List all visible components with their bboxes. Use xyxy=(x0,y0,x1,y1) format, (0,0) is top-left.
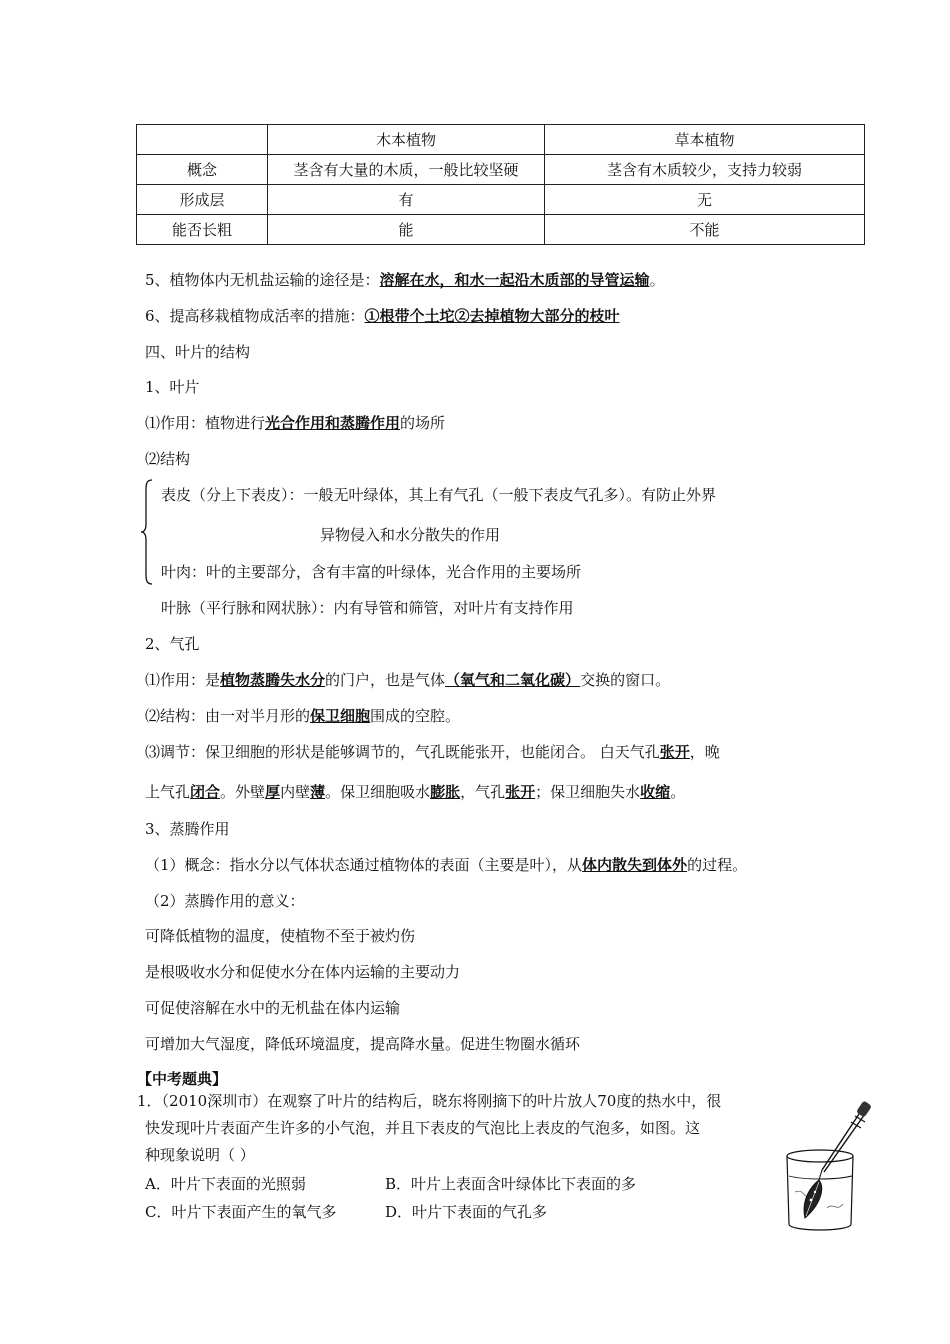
subheading: 3、蒸腾作用 xyxy=(145,820,230,838)
answer: 光合作用和蒸腾作用 xyxy=(265,414,401,432)
subheading: 2、气孔 xyxy=(145,635,200,653)
meaning-item: 可促使溶解在水中的无机盐在体内运输 xyxy=(145,999,401,1017)
option-d: D．叶片下表面的气孔多 xyxy=(385,1203,548,1221)
beaker-leaf-illustration xyxy=(775,1100,885,1240)
stomata-function xyxy=(145,669,670,690)
table-cell xyxy=(137,125,268,155)
mesophyll-line: 叶肉：叶的主要部分，含有丰富的叶绿体，光合作用的主要场所 xyxy=(161,563,582,581)
answer: 张开 xyxy=(659,743,690,761)
question-line-2: 快发现叶片表面产生许多的小气泡，并且下表皮的气泡比上表皮的气泡多，如图。这 xyxy=(145,1119,701,1137)
table-row xyxy=(137,155,865,185)
text: ⑴作用：是 xyxy=(145,671,221,689)
text: 的过程。 xyxy=(687,856,748,874)
text: 。 xyxy=(649,271,665,289)
text: （1）概念：指水分以气体状态通过植物体的表面（主要是叶），从 xyxy=(145,856,583,874)
table-cell: 草本植物 xyxy=(545,125,865,155)
text: ，晚 xyxy=(689,743,720,761)
text: 的场所 xyxy=(400,414,446,432)
answer: 收缩 xyxy=(640,783,671,801)
leaf-structure-label: ⑵结构 xyxy=(145,450,191,468)
text: 内壁 xyxy=(280,783,311,801)
answer: 植物蒸腾失水分 xyxy=(220,671,326,689)
text: 上气孔 xyxy=(145,783,191,801)
table-cell: 有 xyxy=(268,185,545,215)
answer: （氧气和二氧化碳） xyxy=(445,671,581,689)
table-cell: 形成层 xyxy=(137,185,268,215)
transpiration-concept xyxy=(145,854,747,875)
answer: 体内散失到体外 xyxy=(582,856,688,874)
point-5 xyxy=(145,269,665,290)
stomata-structure xyxy=(145,705,460,726)
option-b: B．叶片上表面含叶绿体比下表面的多 xyxy=(385,1175,637,1193)
subheading: 1、叶片 xyxy=(145,378,200,396)
vein-line: 叶脉（平行脉和网状脉）：内有导管和筛管，对叶片有支持作用 xyxy=(161,599,574,617)
option-c: C．叶片下表面产生的氧气多 xyxy=(145,1203,337,1221)
meaning-item: 是根吸收水分和促使水分在体内运输的主要动力 xyxy=(145,963,461,981)
stomata-regulation-1 xyxy=(145,741,720,762)
table-cell: 茎含有木质较少，支持力较弱 xyxy=(545,155,865,185)
answer: 薄 xyxy=(310,783,326,801)
table-header-row xyxy=(137,125,865,155)
table-cell: 能否长粗 xyxy=(137,215,268,245)
table-row xyxy=(137,185,865,215)
text: ⑵结构：由一对半月形的 xyxy=(145,707,311,725)
answer: 膨胀 xyxy=(430,783,461,801)
table-row xyxy=(137,215,865,245)
question-line-1: 1．（2010深圳市）在观察了叶片的结构后，晓东将刚摘下的叶片放人70度的热水中，很 xyxy=(137,1092,722,1110)
exam-title: 【中考题典】 xyxy=(137,1070,228,1088)
text: 围成的空腔。 xyxy=(370,707,461,725)
text: 。外壁 xyxy=(220,783,266,801)
table-cell: 能 xyxy=(268,215,545,245)
table-cell: 概念 xyxy=(137,155,268,185)
point-6 xyxy=(145,305,620,326)
text: 6、提高移栽植物成活率的措施： xyxy=(145,307,365,325)
text: 。保卫细胞吸水 xyxy=(325,783,431,801)
answer: 厚 xyxy=(265,783,281,801)
text: 的门户，也是气体 xyxy=(325,671,446,689)
text: ⑴作用：植物进行 xyxy=(145,414,266,432)
text: ，气孔 xyxy=(460,783,506,801)
transpiration-meaning-label: （2）蒸腾作用的意义： xyxy=(145,892,305,910)
text: 。 xyxy=(670,783,686,801)
answer: 张开 xyxy=(505,783,536,801)
table-cell: 无 xyxy=(545,185,865,215)
option-a: A．叶片下表面的光照弱 xyxy=(145,1175,306,1193)
section-heading: 四、叶片的结构 xyxy=(145,343,251,361)
answer: 溶解在水，和水一起沿木质部的导管运输 xyxy=(379,271,650,289)
stomata-regulation-2 xyxy=(145,781,685,802)
epidermis-line-1: 表皮（分上下表皮）：一般无叶绿体，其上有气孔（一般下表皮气孔多）。有防止外界 xyxy=(161,486,717,504)
text: 交换的窗口。 xyxy=(580,671,671,689)
table-cell: 不能 xyxy=(545,215,865,245)
question-line-3: 种现象说明（ ） xyxy=(145,1146,255,1164)
meaning-item: 可增加大气湿度，降低环境温度，提高降水量。促进生物圈水循环 xyxy=(145,1035,581,1053)
meaning-item: 可降低植物的温度，使植物不至于被灼伤 xyxy=(145,927,416,945)
text: ；保卫细胞失水 xyxy=(535,783,641,801)
comparison-table xyxy=(136,124,865,245)
epidermis-line-2: 异物侵入和水分散失的作用 xyxy=(320,526,501,544)
answer: 保卫细胞 xyxy=(310,707,371,725)
table-cell: 茎含有大量的木质，一般比较坚硬 xyxy=(268,155,545,185)
table-cell: 木本植物 xyxy=(268,125,545,155)
text: 5、植物体内无机盐运输的途径是： xyxy=(145,271,380,289)
leaf-function xyxy=(145,412,445,433)
answer: 闭合 xyxy=(190,783,221,801)
brace-icon xyxy=(140,478,154,586)
answer: ①根带个土坨②去掉植物大部分的枝叶 xyxy=(364,307,620,325)
text: ⑶调节：保卫细胞的形状是能够调节的，气孔既能张开，也能闭合。 白天气孔 xyxy=(145,743,660,761)
